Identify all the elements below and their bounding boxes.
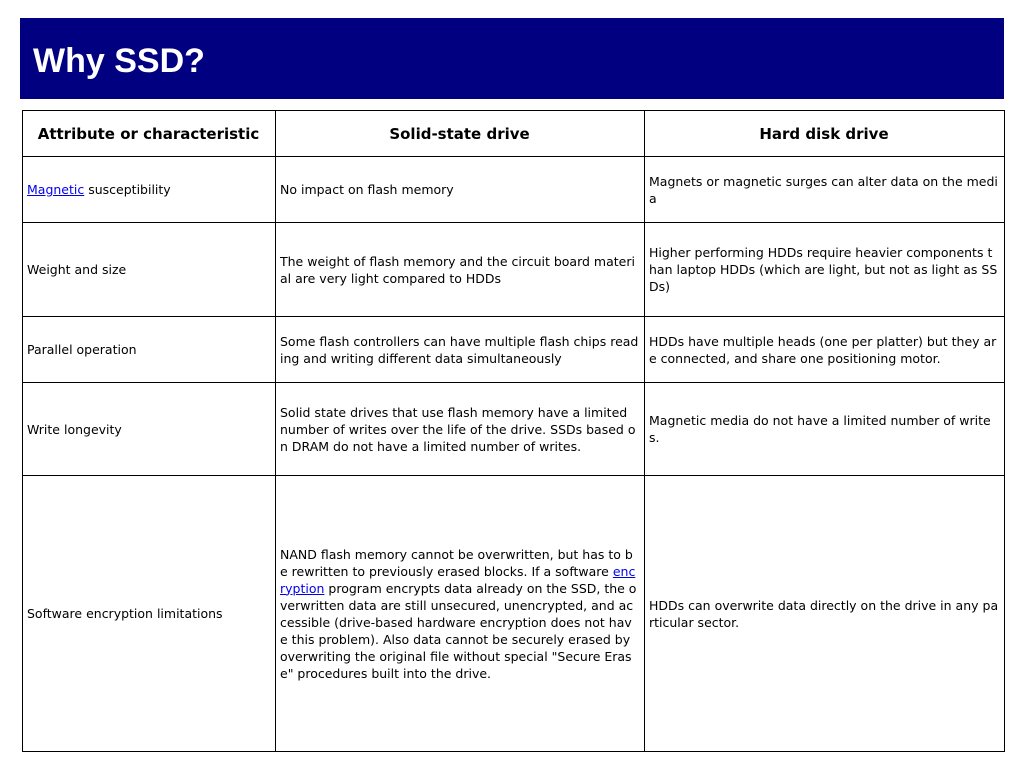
attribute-cell: Weight and size xyxy=(23,223,276,317)
attribute-cell: Write longevity xyxy=(23,383,276,476)
table-row xyxy=(23,317,1005,383)
attribute-cell: Software encryption limitations xyxy=(23,476,276,752)
hdd-cell: Magnets or magnetic surges can alter data on the media xyxy=(645,157,1005,223)
hdd-cell: HDDs have multiple heads (one per platter) but they are connected, and share one positioning motor. xyxy=(645,317,1005,383)
attribute-cell xyxy=(23,157,276,223)
attribute-text: susceptibility xyxy=(84,182,171,197)
ssd-cell: Solid state drives that use flash memory have a limited number of writes over the life of the drive. SSDs based on DRAM do not have a limited number of writes. xyxy=(276,383,645,476)
ssd-text-after: program encrypts data already on the SSD, the overwritten data are still unsecured, unencrypted, and accessible (drive-based hardware encryption does not have this problem). Also data cannot be securely erased by overwriting the original file without special "Secure Erase" procedures built into the drive. xyxy=(280,580,637,681)
encryption-link[interactable]: encryption xyxy=(280,563,636,596)
table-row xyxy=(23,157,1005,223)
hdd-cell: Higher performing HDDs require heavier components than laptop HDDs (which are light, but not as light as SSDs) xyxy=(645,223,1005,317)
magnetic-link[interactable]: Magnetic xyxy=(27,182,85,197)
table-row xyxy=(23,223,1005,317)
header-ssd: Solid-state drive xyxy=(276,111,645,157)
table-header-row xyxy=(23,111,1005,157)
ssd-cell xyxy=(276,476,645,752)
header-hdd: Hard disk drive xyxy=(645,111,1005,157)
hdd-cell: Magnetic media do not have a limited number of writes. xyxy=(645,383,1005,476)
comparison-table xyxy=(22,110,1005,752)
title-bar xyxy=(20,18,1004,99)
ssd-cell: Some flash controllers can have multiple flash chips reading and writing different data simultaneously xyxy=(276,317,645,383)
table-row xyxy=(23,383,1005,476)
ssd-text-before: NAND flash memory cannot be overwritten, but has to be rewritten to previously erased blocks. If a software xyxy=(280,546,633,579)
slide-title: Why SSD? xyxy=(33,42,205,80)
header-attribute: Attribute or characteristic xyxy=(23,111,276,157)
ssd-cell: The weight of flash memory and the circuit board material are very light compared to HDDs xyxy=(276,223,645,317)
attribute-cell: Parallel operation xyxy=(23,317,276,383)
ssd-cell: No impact on flash memory xyxy=(276,157,645,223)
hdd-cell: HDDs can overwrite data directly on the drive in any particular sector. xyxy=(645,476,1005,752)
table-row xyxy=(23,476,1005,752)
